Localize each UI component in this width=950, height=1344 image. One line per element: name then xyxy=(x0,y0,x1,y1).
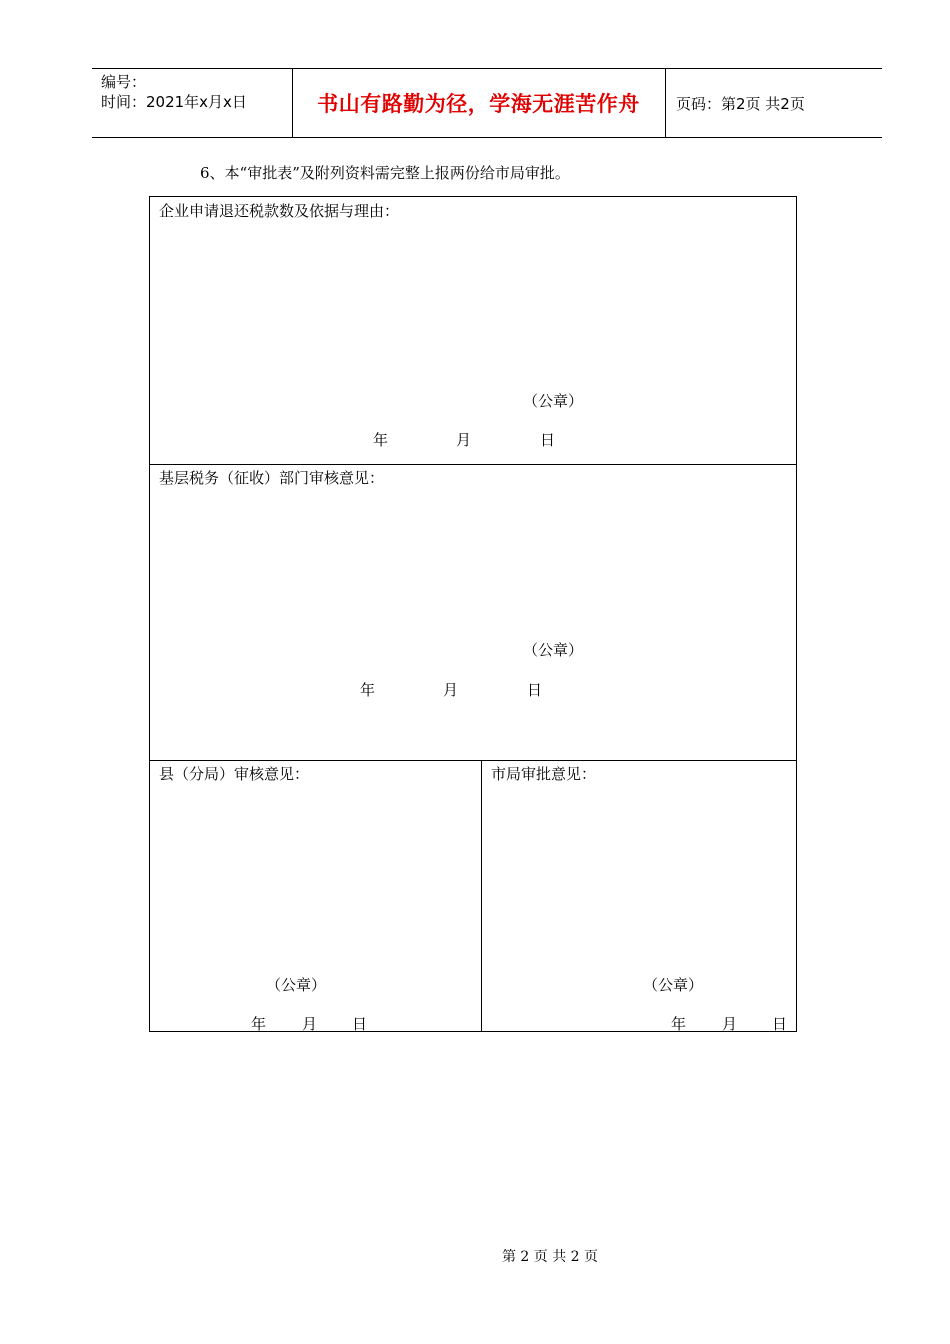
date-month: 月 xyxy=(302,1015,318,1033)
page-footer: 第 2 页 共 2 页 xyxy=(501,1249,599,1265)
date-month: 月 xyxy=(443,681,459,699)
date-month: 月 xyxy=(722,1015,738,1033)
county-label: 县（分局）审核意见： xyxy=(159,765,310,783)
date-month: 月 xyxy=(456,431,472,449)
form-row-divider xyxy=(149,464,797,465)
city-label: 市局审批意见： xyxy=(491,765,597,783)
date-year: 年 xyxy=(373,431,389,449)
form-border xyxy=(149,1031,797,1032)
grassroots-label: 基层税务（征收）部门审核意见： xyxy=(159,469,385,487)
seal-label: （公章） xyxy=(643,976,704,994)
date-year: 年 xyxy=(251,1015,267,1033)
date-year: 年 xyxy=(360,681,376,699)
document-header xyxy=(92,68,882,138)
number-label: 编号： xyxy=(101,73,147,91)
form-row-divider xyxy=(149,760,797,761)
form-border xyxy=(796,196,797,1032)
header-meta xyxy=(101,72,247,112)
approval-form xyxy=(149,196,797,1032)
date-day: 日 xyxy=(352,1015,368,1033)
page-info: 页码：第2页 共2页 xyxy=(676,94,805,113)
date-day: 日 xyxy=(772,1015,788,1033)
seal-label: （公章） xyxy=(266,976,327,994)
header-divider xyxy=(665,69,666,137)
header-motto: 书山有路勤为径，学海无涯苦作舟 xyxy=(317,92,640,116)
form-col-divider xyxy=(481,760,482,1032)
time-label: 时间：2021年x月x日 xyxy=(101,93,247,111)
form-border xyxy=(149,196,797,197)
seal-label: （公章） xyxy=(523,641,584,659)
instruction-note: 6、本“审批表”及附列资料需完整上报两份给市局审批。 xyxy=(200,164,570,182)
date-day: 日 xyxy=(540,431,556,449)
date-day: 日 xyxy=(527,681,543,699)
form-border xyxy=(149,196,150,1032)
enterprise-label: 企业申请退还税款数及依据与理由： xyxy=(159,202,400,220)
date-year: 年 xyxy=(671,1015,687,1033)
seal-label: （公章） xyxy=(523,392,584,410)
